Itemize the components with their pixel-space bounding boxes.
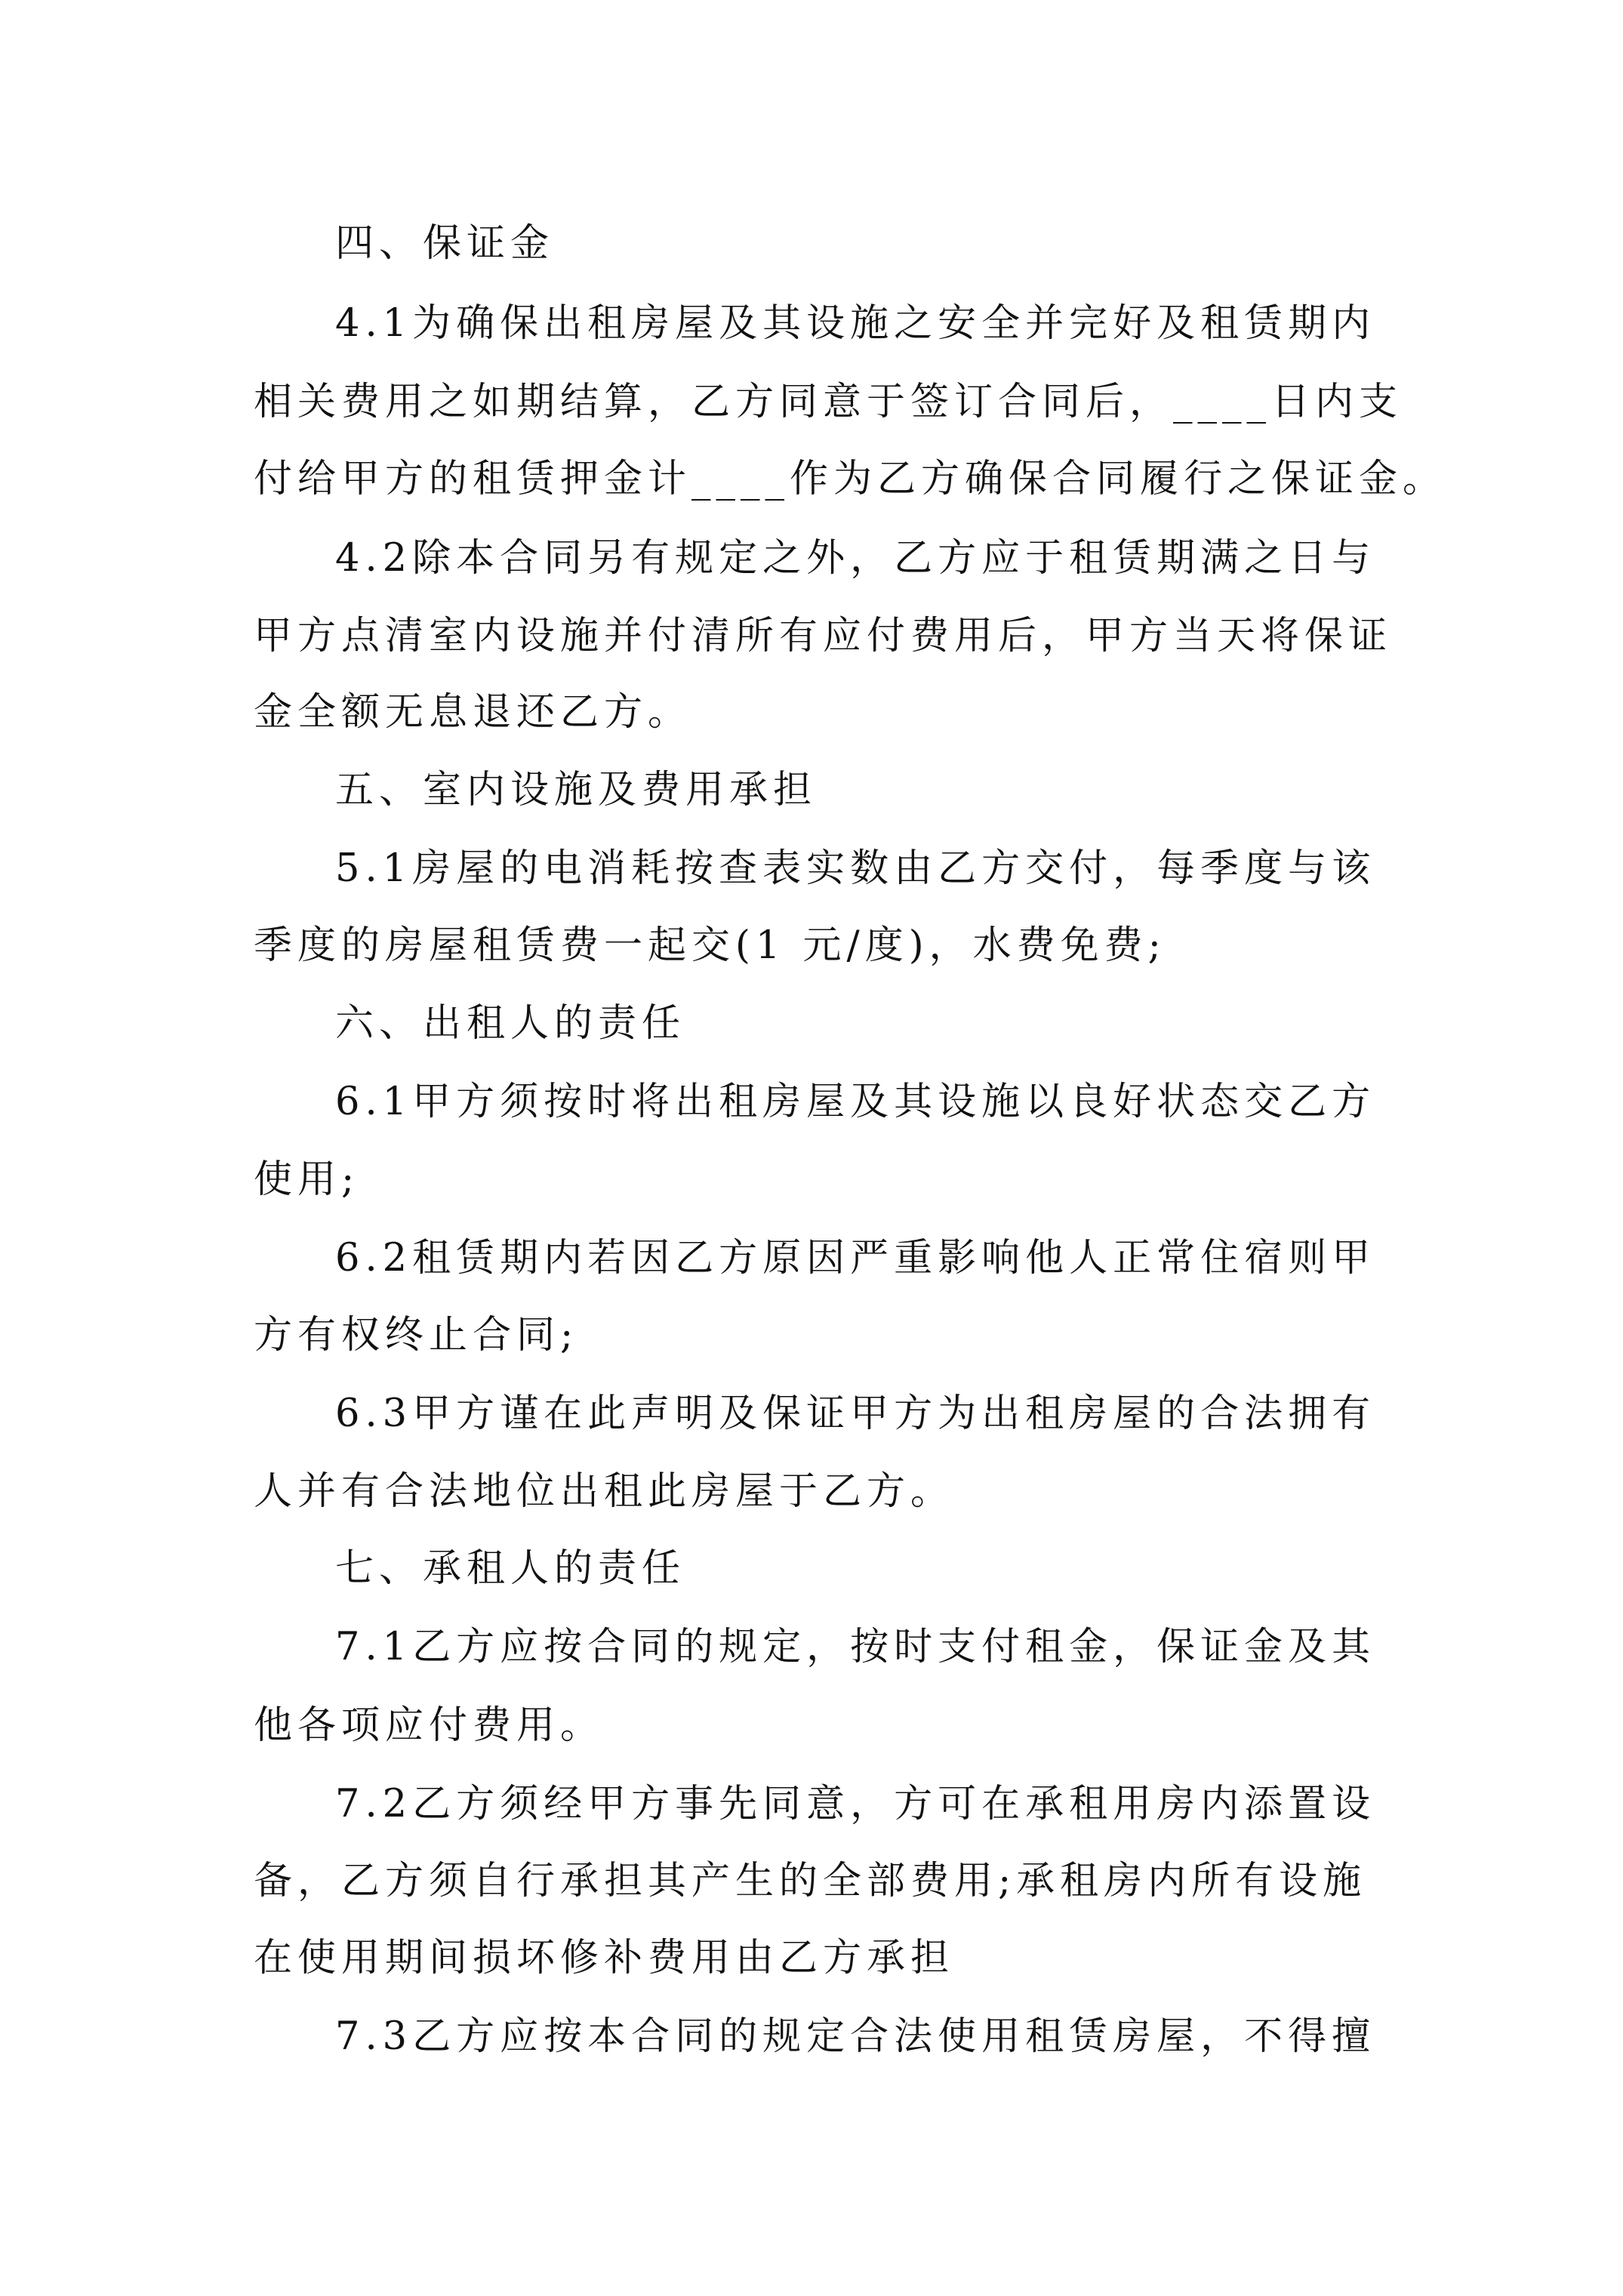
clause-6-2-line-2: 方有权终止合同; (254, 1313, 579, 1358)
clause-5-1-line-2: 季度的房屋租赁费一起交(1 元/度)，水费免费; (254, 923, 1166, 968)
section-heading-6: 六、出租人的责任 (335, 1001, 686, 1046)
clause-4-2-line-1: 4.2除本合同另有规定之外，乙方应于租赁期满之日与 (335, 536, 1376, 581)
section-heading-4: 四、保证金 (335, 221, 555, 266)
clause-4-2-line-3: 金全额无息退还乙方。 (254, 690, 692, 735)
section-heading-7: 七、承租人的责任 (335, 1546, 686, 1591)
clause-4-2-line-2: 甲方点清室内设施并付清所有应付费用后，甲方当天将保证 (254, 614, 1393, 658)
clause-7-1-line-2: 他各项应付费用。 (254, 1703, 605, 1748)
clause-6-1-line-1: 6.1甲方须按时将出租房屋及其设施以良好状态交乙方 (335, 1080, 1376, 1124)
clause-4-1-line-2: 相关费用之如期结算，乙方同意于签订合同后，____日内支 (254, 380, 1403, 424)
clause-6-2-line-1: 6.2租赁期内若因乙方原因严重影响他人正常住宿则甲 (335, 1236, 1376, 1281)
clause-5-1-line-1: 5.1房屋的电消耗按查表实数由乙方交付，每季度与该 (335, 846, 1376, 891)
section-heading-5: 五、室内设施及费用承担 (335, 768, 818, 812)
clause-6-1-line-2: 使用; (254, 1157, 360, 1202)
clause-7-2-line-2: 备，乙方须自行承担其产生的全部费用;承租房内所有设施 (254, 1859, 1367, 1903)
clause-7-2-line-1: 7.2乙方须经甲方事先同意，方可在承租用房内添置设 (335, 1782, 1376, 1826)
clause-7-1-line-1: 7.1乙方应按合同的规定，按时支付租金，保证金及其 (335, 1625, 1376, 1669)
clause-6-3-line-1: 6.3甲方谨在此声明及保证甲方为出租房屋的合法拥有 (335, 1391, 1376, 1436)
clause-4-1-line-1: 4.1为确保出租房屋及其设施之安全并完好及租赁期内 (335, 301, 1376, 346)
clause-7-3-line-1: 7.3乙方应按本合同的规定合法使用租赁房屋，不得擅 (335, 2014, 1376, 2059)
clause-7-2-line-3: 在使用期间损坏修补费用由乙方承担 (254, 1936, 955, 1980)
clause-6-3-line-2: 人并有合法地位出租此房屋于乙方。 (254, 1469, 955, 1514)
clause-4-1-line-3: 付给甲方的租赁押金计____作为乙方确保合同履行之保证金。 (254, 457, 1447, 501)
